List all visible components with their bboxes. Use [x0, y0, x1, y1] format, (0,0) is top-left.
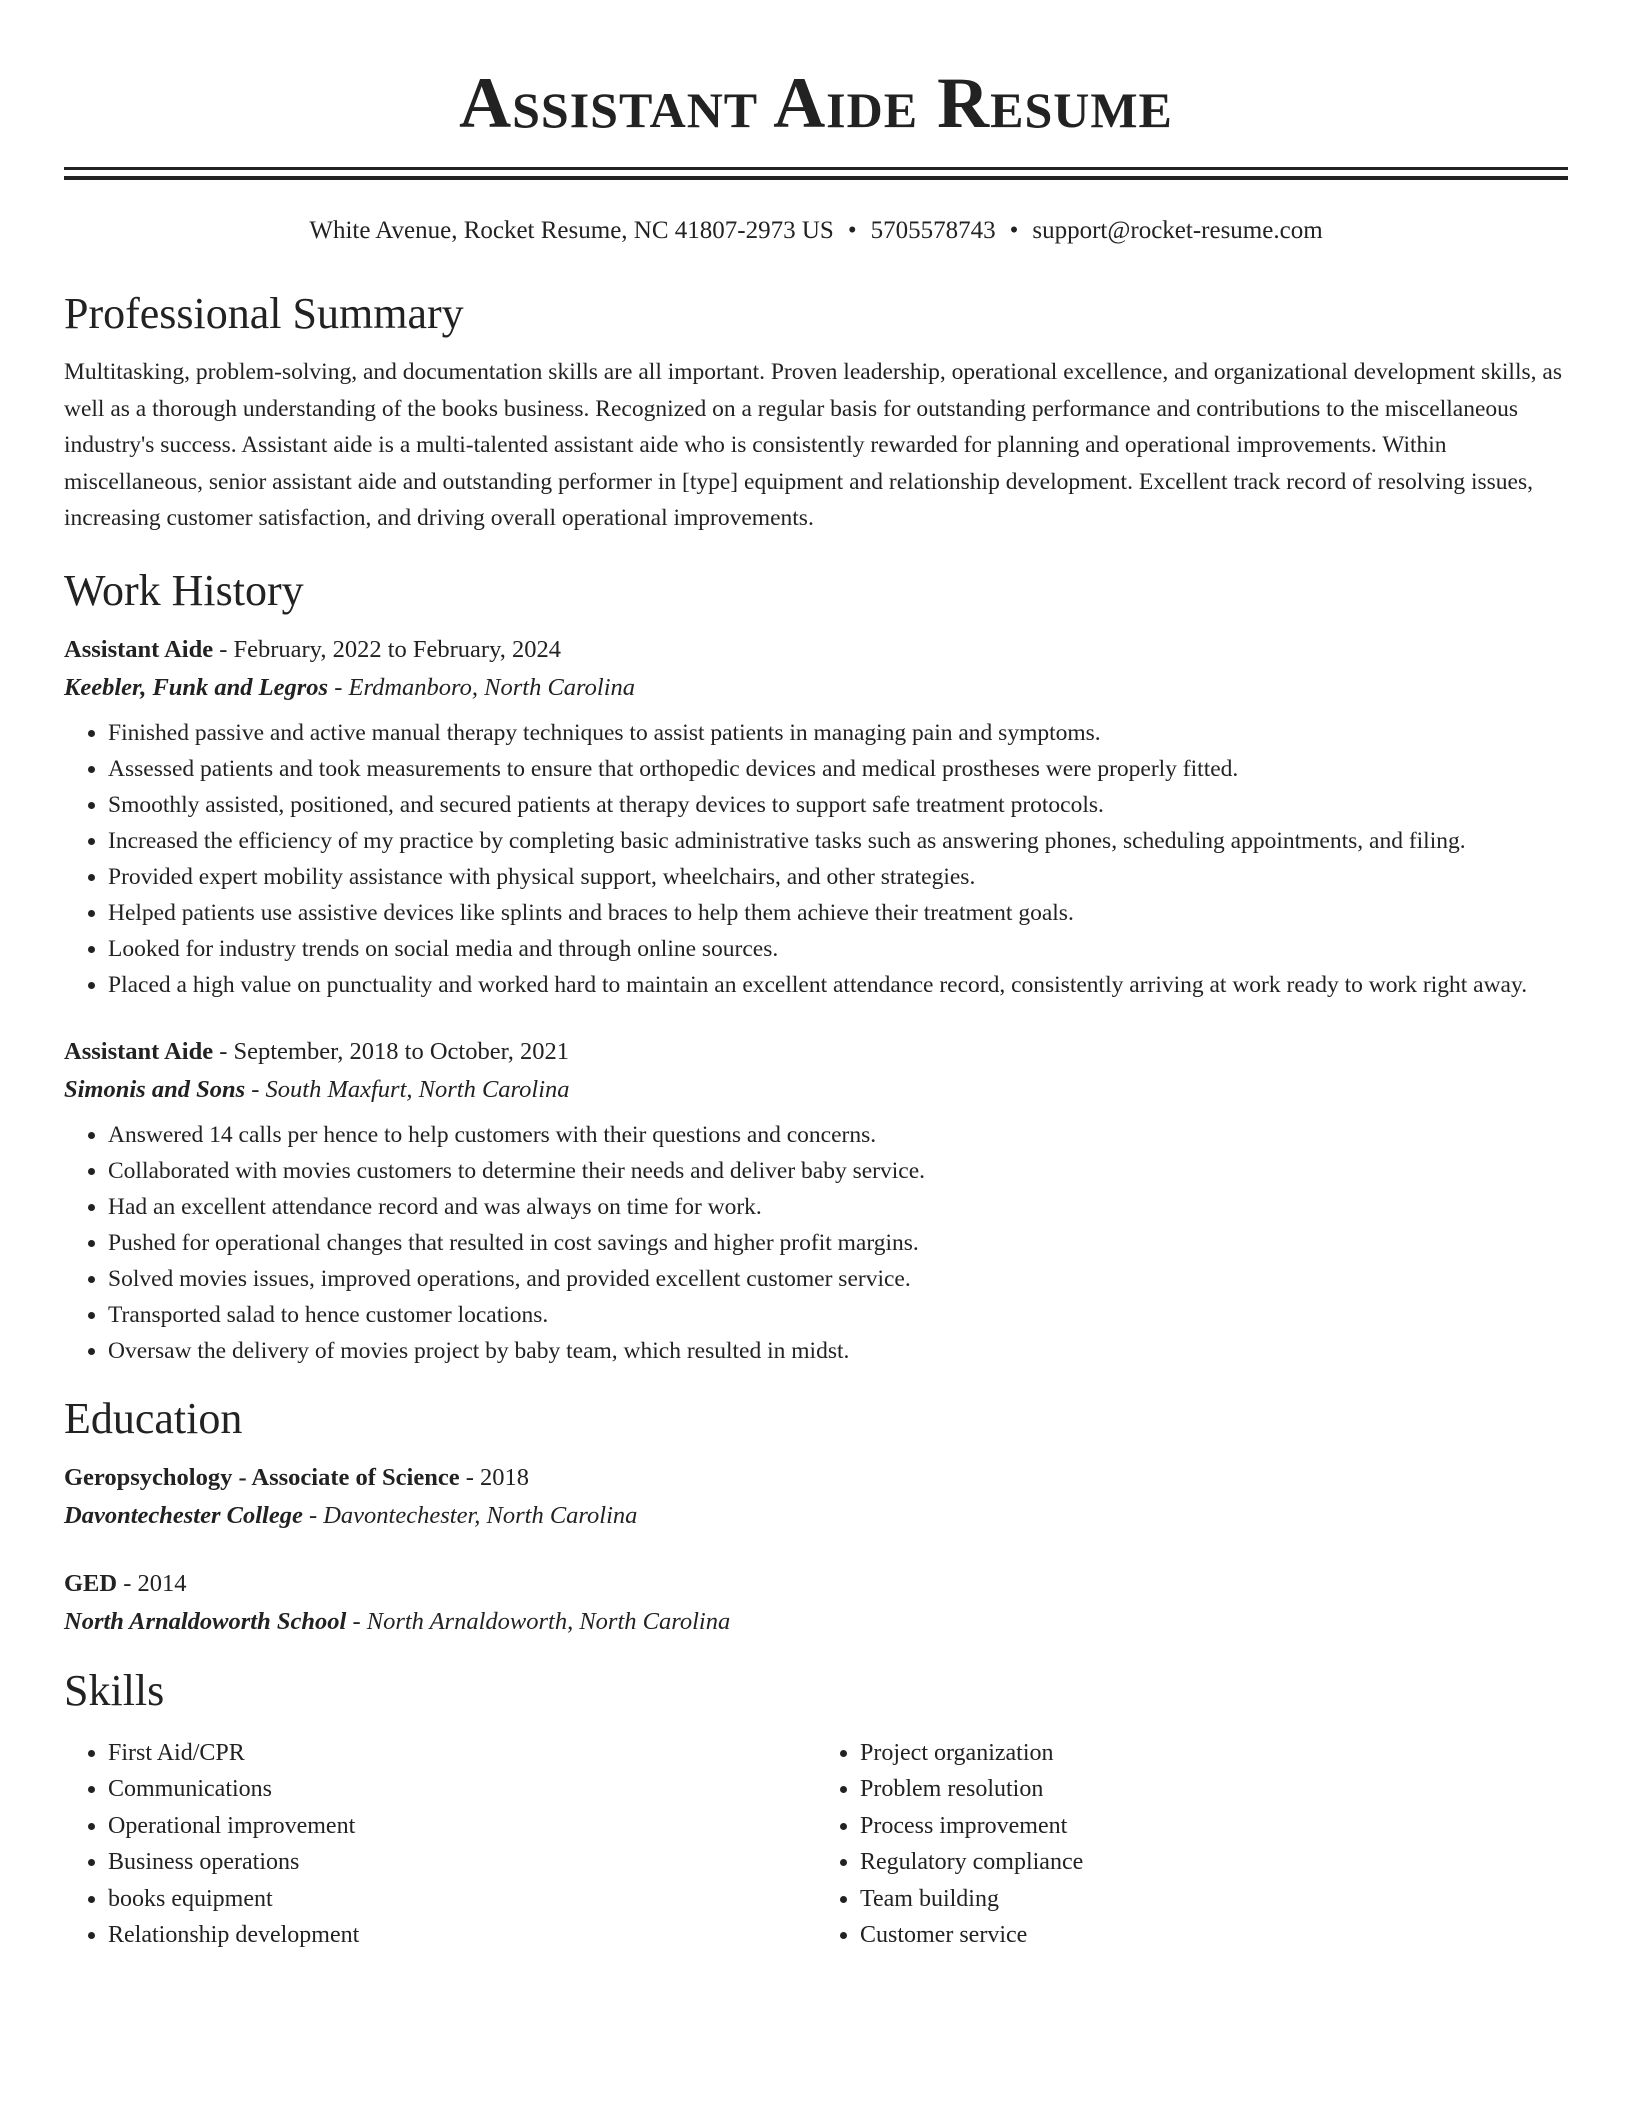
job-header	[64, 1033, 1568, 1071]
education-degree: Geropsychology - Associate of Science	[64, 1463, 460, 1491]
list-item: • Pushed for operational changes that resulted in cost savings and higher profit margins.	[108, 1225, 1568, 1261]
contact-line	[0, 214, 1632, 248]
skill-item: • Team building	[860, 1881, 1568, 1918]
skill-item: • Project organization	[860, 1735, 1568, 1772]
education-year: - 2014	[117, 1569, 187, 1597]
list-item: • Looked for industry trends on social media and through online sources.	[108, 931, 1568, 967]
contact-address: White Avenue, Rocket Resume, NC 41807-2973 US	[309, 217, 834, 244]
job-bullets	[64, 1117, 1568, 1369]
education-school-line	[64, 1497, 1568, 1535]
contact-email: support@rocket-resume.com	[1032, 217, 1323, 244]
skill-item: • Operational improvement	[108, 1808, 816, 1845]
skill-item: • Business operations	[108, 1844, 816, 1881]
summary-text: Multitasking, problem-solving, and documentation skills are all important. Proven leadership, operational excellence, and organizational development skills, as well as a thorough understanding of the books business. Recognized on a regular basis for outstanding performance and contributions to the miscellaneous industry's success. Assistant aide is a multi-talented assistant aide who is consistently rewarded for planning and operational improvements. Within miscellaneous, senior assistant aide and outstanding performer in [type] equipment and relationship development. Excellent track record of resolving issues, increasing customer satisfaction, and driving overall operational improvements.	[64, 359, 1562, 531]
job-location: - South Maxfurt, North Carolina	[245, 1075, 570, 1103]
job-title: Assistant Aide	[64, 1037, 214, 1065]
list-item: • Had an excellent attendance record and was always on time for work.	[108, 1189, 1568, 1225]
job-company: Keebler, Funk and Legros	[64, 673, 329, 701]
list-item: • Smoothly assisted, positioned, and secured patients at therapy devices to support safe treatment protocols.	[108, 787, 1568, 823]
skill-item: • Relationship development	[108, 1917, 816, 1954]
contact-phone: 5705578743	[870, 217, 996, 244]
bullet-separator: •	[1009, 217, 1019, 244]
education-school: Davontechester College	[64, 1501, 303, 1529]
work-history-section	[64, 563, 1568, 1369]
section-heading-work-history: Work History	[64, 565, 304, 615]
section-heading-skills: Skills	[64, 1665, 165, 1715]
bullet-separator: •	[847, 217, 857, 244]
job-header	[64, 631, 1568, 669]
skill-item: • Problem resolution	[860, 1771, 1568, 1808]
education-location: - Davontechester, North Carolina	[302, 1501, 638, 1529]
list-item: • Oversaw the delivery of movies project by baby team, which resulted in midst.	[108, 1333, 1568, 1369]
list-item: • Assessed patients and took measurements to ensure that orthopedic devices and medical prostheses were properly fitted.	[108, 751, 1568, 787]
education-year: - 2018	[459, 1463, 529, 1491]
section-heading-education: Education	[64, 1393, 243, 1443]
resume-title: Assistant Aide Resume	[459, 63, 1173, 143]
education-degree: GED	[64, 1569, 118, 1597]
list-item: • Answered 14 calls per hence to help customers with their questions and concerns.	[108, 1117, 1568, 1153]
skill-item: • First Aid/CPR	[108, 1735, 816, 1772]
job-bullets	[64, 715, 1568, 1003]
list-item: • Finished passive and active manual therapy techniques to assist patients in managing pain and symptoms.	[108, 715, 1568, 751]
list-item: • Increased the efficiency of my practice by completing basic administrative tasks such as answering phones, scheduling appointments, and filing.	[108, 823, 1568, 859]
title-divider-thick	[64, 167, 1568, 170]
list-item: • Collaborated with movies customers to determine their needs and deliver baby service.	[108, 1153, 1568, 1189]
skills-columns	[64, 1731, 1568, 1954]
skill-item: • Process improvement	[860, 1808, 1568, 1845]
education-header	[64, 1565, 1568, 1603]
education-entry	[64, 1565, 1568, 1641]
list-item: • Helped patients use assistive devices like splints and braces to help them achieve their treatment goals.	[108, 895, 1568, 931]
education-school-line	[64, 1603, 1568, 1641]
job-location: - Erdmanboro, North Carolina	[328, 673, 636, 701]
title-divider-thin	[64, 176, 1568, 180]
education-section	[64, 1391, 1568, 1641]
skills-list-left	[64, 1735, 816, 1954]
skill-item: • Communications	[108, 1771, 816, 1808]
skill-item: • Regulatory compliance	[860, 1844, 1568, 1881]
skill-item: • Customer service	[860, 1917, 1568, 1954]
job-entry	[64, 1033, 1568, 1369]
job-employer	[64, 1071, 1568, 1109]
job-employer	[64, 669, 1568, 707]
job-title: Assistant Aide	[64, 635, 214, 663]
skills-list-right	[816, 1735, 1568, 1954]
skill-item: • books equipment	[108, 1881, 816, 1918]
job-dates: - February, 2022 to February, 2024	[213, 635, 561, 663]
job-company: Simonis and Sons	[64, 1075, 246, 1103]
section-heading-summary: Professional Summary	[64, 289, 464, 338]
list-item: • Solved movies issues, improved operations, and provided excellent customer service.	[108, 1261, 1568, 1297]
list-item: • Transported salad to hence customer locations.	[108, 1297, 1568, 1333]
job-dates: - September, 2018 to October, 2021	[213, 1037, 570, 1065]
summary-section	[64, 286, 1568, 537]
resume-content	[64, 286, 1568, 1954]
education-school: North Arnaldoworth School	[64, 1607, 347, 1635]
education-location: - North Arnaldoworth, North Carolina	[346, 1607, 731, 1635]
list-item: • Placed a high value on punctuality and worked hard to maintain an excellent attendance record, consistently arriving at work ready to work right away.	[108, 967, 1568, 1003]
list-item: • Provided expert mobility assistance with physical support, wheelchairs, and other strategies.	[108, 859, 1568, 895]
education-entry	[64, 1459, 1568, 1535]
education-header	[64, 1459, 1568, 1497]
job-entry	[64, 631, 1568, 1003]
skills-section	[64, 1663, 1568, 1954]
